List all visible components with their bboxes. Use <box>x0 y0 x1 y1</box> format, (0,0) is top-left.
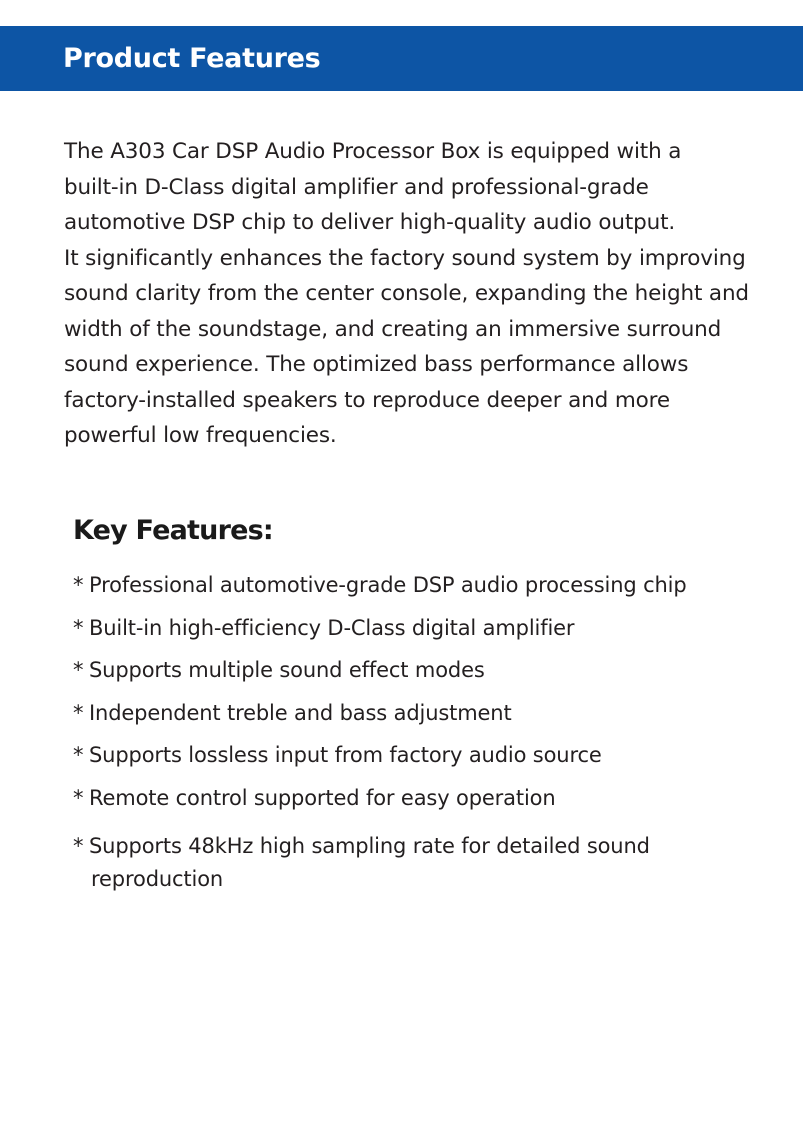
bullet-marker: * <box>73 786 84 810</box>
feature-text: Supports lossless input from factory audio source <box>89 743 602 767</box>
feature-item <box>73 610 574 646</box>
key-features-heading: Key Features: <box>73 515 273 546</box>
header-bar <box>0 26 803 91</box>
intro-line: It significantly enhances the factory sound system by improving <box>64 245 746 271</box>
bullet-marker: * <box>73 834 84 858</box>
intro-line: factory-installed speakers to reproduce deeper and more <box>64 387 670 413</box>
bullet-marker: * <box>73 573 84 597</box>
feature-item <box>73 830 673 896</box>
bullet-marker: * <box>73 743 84 767</box>
intro-line: width of the soundstage, and creating an immersive surround <box>64 316 722 342</box>
bullet-marker: * <box>73 658 84 682</box>
feature-item <box>73 567 687 603</box>
feature-item <box>73 652 485 688</box>
feature-text: Remote control supported for easy operation <box>89 786 556 810</box>
feature-text: Independent treble and bass adjustment <box>89 701 512 725</box>
bullet-marker: * <box>73 616 84 640</box>
feature-text-continuation: reproduction <box>91 867 224 891</box>
intro-line: powerful low frequencies. <box>64 423 337 448</box>
feature-item <box>73 780 555 816</box>
feature-item <box>73 695 512 731</box>
feature-text: Professional automotive-grade DSP audio processing chip <box>89 573 687 597</box>
feature-item <box>73 737 602 773</box>
intro-line: The A303 Car DSP Audio Processor Box is equipped with a <box>64 139 682 164</box>
feature-text: Supports 48kHz high sampling rate for detailed sound <box>89 834 650 858</box>
intro-line: sound clarity from the center console, expanding the height and <box>64 281 749 306</box>
feature-text: Built-in high-efficiency D-Class digital amplifier <box>89 616 575 640</box>
feature-text: Supports multiple sound effect modes <box>89 658 485 682</box>
intro-line: built-in D-Class digital amplifier and professional-grade <box>64 174 649 200</box>
intro-paragraph <box>64 134 776 454</box>
intro-line: sound experience. The optimized bass performance allows <box>64 352 689 377</box>
page-title: Product Features <box>63 43 321 74</box>
bullet-marker: * <box>73 701 84 725</box>
intro-line: automotive DSP chip to deliver high-quality audio output. <box>64 210 676 235</box>
